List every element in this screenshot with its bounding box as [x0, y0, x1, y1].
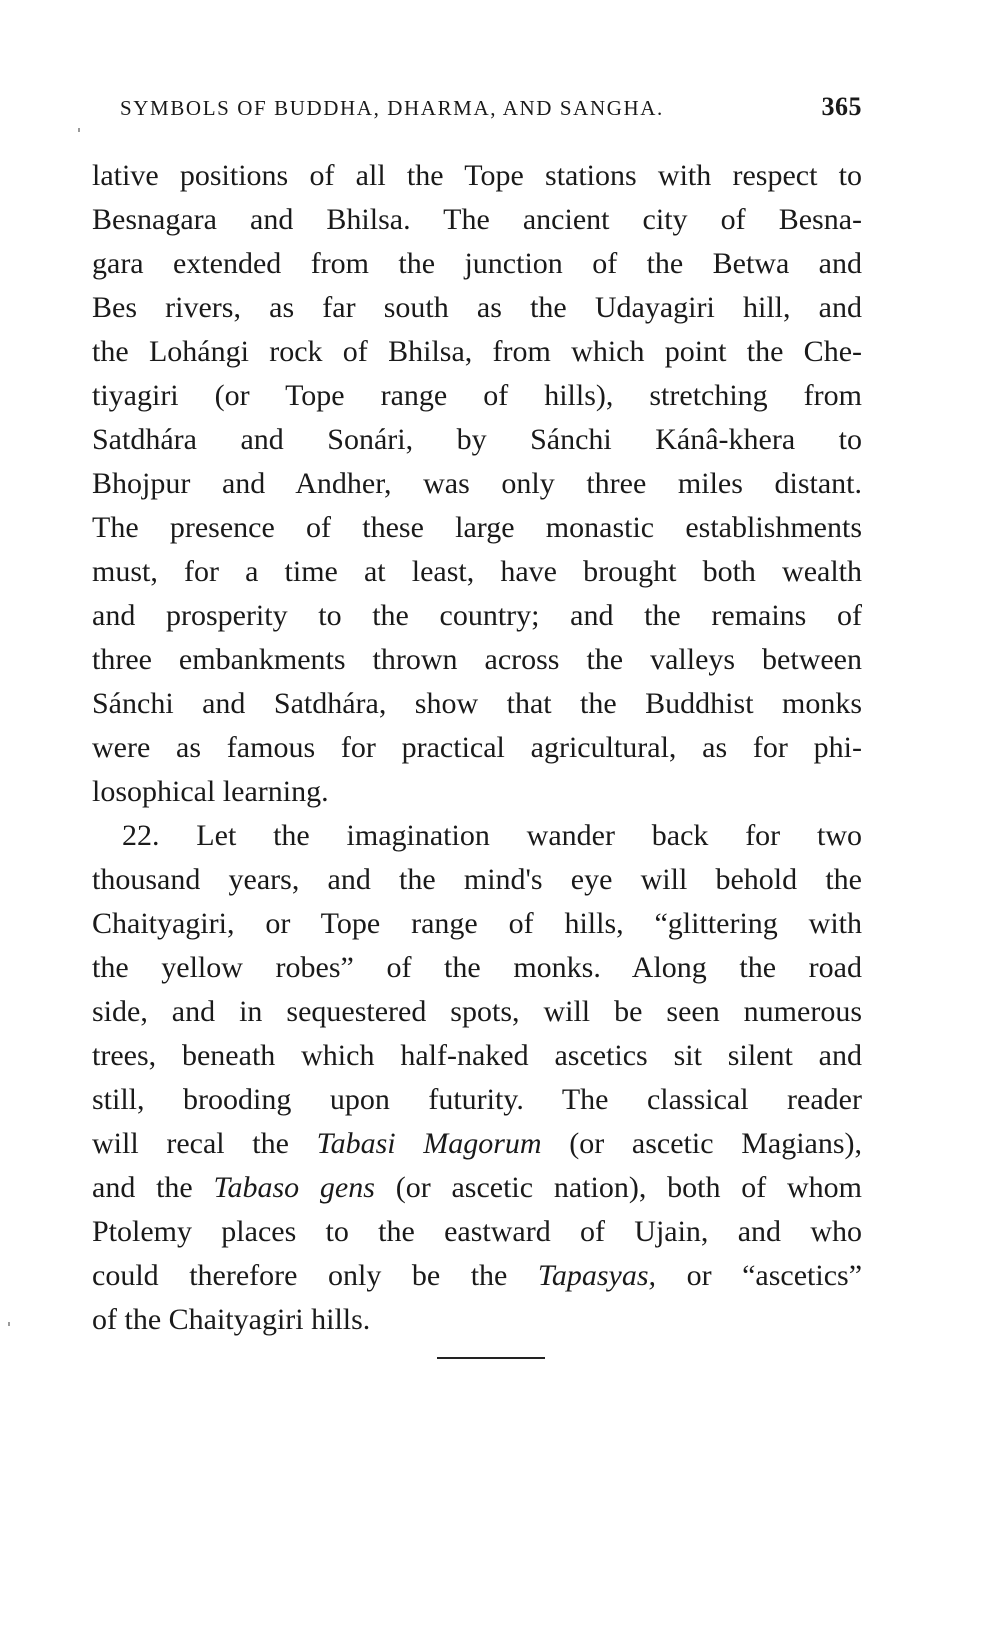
text-line: Bhojpur and Andher, was only three miles distant. [92, 467, 862, 500]
text-line: Besnagara and Bhilsa. The ancient city of Besna- [92, 203, 862, 236]
print-speck [78, 128, 80, 132]
term-tapasyas: Tapasyas, [537, 1259, 657, 1292]
text-line: thousand years, and the mind's eye will behold the [92, 863, 862, 896]
text-line: lative positions of all the Tope stations with respect to [92, 159, 862, 192]
text-line: of the Chaityagiri hills. [92, 1303, 371, 1336]
text-line [92, 1254, 862, 1298]
latin-term-tabasi-magorum: Tabasi Magorum [316, 1127, 542, 1160]
page-number: 365 [821, 92, 862, 121]
text-segment: will recal the [92, 1127, 289, 1160]
print-speck [8, 1322, 10, 1326]
section-end-rule [437, 1357, 545, 1359]
running-head [120, 92, 862, 128]
text-line: losophical learning. [92, 775, 329, 808]
text-line: the yellow robes” of the monks. Along the road [92, 951, 862, 984]
latin-term-tabaso-gens: Tabaso gens [213, 1171, 375, 1204]
text-line: Satdhára and Sonári, by Sánchi Kánâ-khera to [92, 423, 862, 456]
text-segment: or “ascetics” [686, 1259, 862, 1292]
text-line: still, brooding upon futurity. The classical reader [92, 1083, 862, 1116]
text-segment: (or ascetic Magians), [569, 1127, 862, 1160]
text-line: three embankments thrown across the valleys between [92, 643, 862, 676]
text-line: 22. Let the imagination wander back for two [122, 819, 862, 852]
text-segment: could therefore only be the [92, 1259, 508, 1292]
text-line [92, 1166, 862, 1210]
text-line: Chaityagiri, or Tope range of hills, “glittering with [92, 907, 862, 940]
text-line: and prosperity to the country; and the remains of [92, 599, 862, 632]
text-line: must, for a time at least, have brought both wealth [92, 555, 862, 588]
text-line: the Lohángi rock of Bhilsa, from which point the Che- [92, 335, 862, 368]
text-line: side, and in sequestered spots, will be seen numerous [92, 995, 862, 1028]
running-head-title: SYMBOLS OF BUDDHA, DHARMA, AND SANGHA. [120, 96, 664, 120]
text-line: Sánchi and Satdhára, show that the Buddhist monks [92, 687, 862, 720]
text-line [92, 1122, 862, 1166]
text-line: gara extended from the junction of the Betwa and [92, 247, 862, 280]
text-line: tiyagiri (or Tope range of hills), stretching from [92, 379, 862, 412]
text-line: trees, beneath which half-naked ascetics sit silent and [92, 1039, 862, 1072]
text-line: The presence of these large monastic establishments [92, 511, 862, 544]
text-segment: and the [92, 1171, 193, 1204]
body-text [92, 154, 862, 1342]
text-line: Bes rivers, as far south as the Udayagiri hill, and [92, 291, 862, 324]
text-line: Ptolemy places to the eastward of Ujain, and who [92, 1215, 862, 1248]
text-line: were as famous for practical agricultural, as for phi- [92, 731, 862, 764]
text-segment: (or ascetic nation), both of whom [395, 1171, 862, 1204]
